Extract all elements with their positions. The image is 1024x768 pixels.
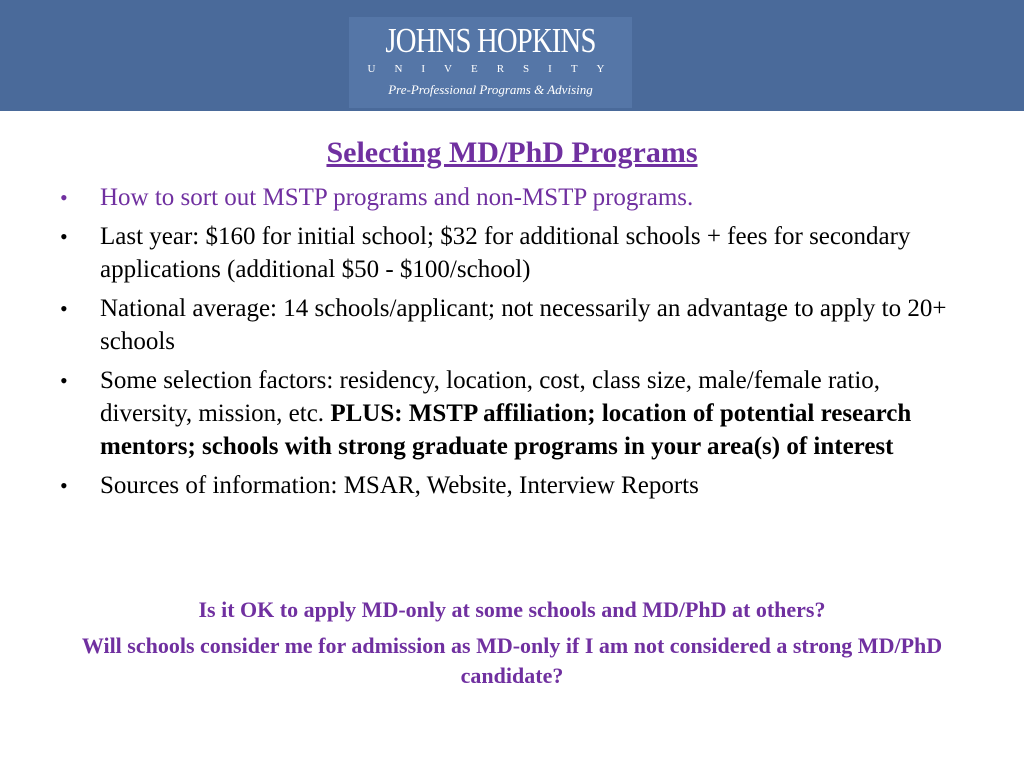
bullet-text: Some selection factors: residency, location, cost, class size, male/female ratio, diversity, mission, etc. <box>100 367 881 427</box>
logo-main-text: JOHNS HOPKINS <box>385 21 596 60</box>
bullet-bold-text: PLUS: MSTP affiliation; location of potential research mentors; schools with strong graduate programs in your area(s) of interest <box>100 400 912 460</box>
question-2: Will schools consider me for admission as MD-only if I am not considered a strong MD/PhD candidate? <box>81 633 943 688</box>
header-banner <box>0 0 1024 111</box>
bullet-text: National average: 14 schools/applicant; not necessarily an advantage to apply to 20+ schools <box>100 295 947 355</box>
slide-title: Selecting MD/PhD Programs <box>326 136 698 169</box>
university-logo <box>349 17 632 108</box>
bullet-item <box>58 220 970 286</box>
question-1: Is it OK to apply MD-only at some schools and MD/PhD at others? <box>198 597 826 622</box>
bullet-item <box>58 181 970 214</box>
bullet-item <box>58 364 970 463</box>
bullet-item <box>58 469 970 502</box>
bullet-icon: • <box>60 368 68 393</box>
logo-tagline: Pre-Professional Programs & Advising <box>388 82 593 97</box>
logo-sub-text: UNIVERSITY <box>367 63 624 75</box>
bullet-icon: • <box>60 224 68 249</box>
bullet-text: Sources of information: MSAR, Website, Interview Reports <box>100 472 699 499</box>
bullet-icon: • <box>60 296 68 321</box>
bullet-list <box>58 181 970 508</box>
bullet-text: How to sort out MSTP programs and non-MSTP programs. <box>100 184 694 211</box>
bullet-icon: • <box>60 473 68 498</box>
bullet-icon: • <box>60 185 68 210</box>
bullet-item <box>58 292 970 358</box>
bullet-text: Last year: $160 for initial school; $32 for additional schools + fees for secondary applications (additional $50 - $100/school) <box>100 223 911 283</box>
